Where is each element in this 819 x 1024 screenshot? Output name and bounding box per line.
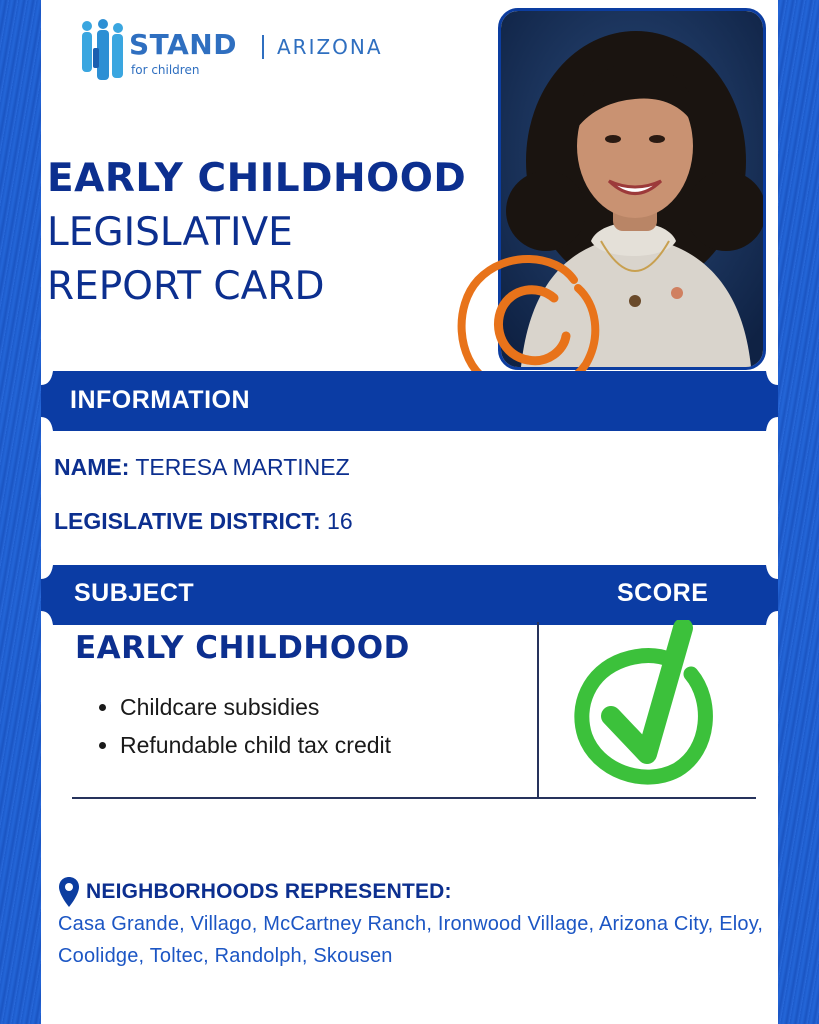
neighborhoods-title: NEIGHBORHOODS REPRESENTED: <box>86 880 452 903</box>
information-banner <box>41 371 778 431</box>
green-checkmark-icon <box>571 620 731 786</box>
logo-brand-text: STAND <box>129 28 237 61</box>
report-card <box>41 0 778 1024</box>
location-pin-icon <box>58 876 80 908</box>
column-divider <box>537 622 539 798</box>
logo-tagline: for children <box>131 63 200 77</box>
page-title-line3: REPORT CARD <box>47 264 325 309</box>
information-label: INFORMATION <box>70 386 251 414</box>
stand-logo <box>79 18 409 84</box>
subject-title: EARLY CHILDHOOD <box>75 630 410 666</box>
neighborhoods-list: Casa Grande, Villago, McCartney Ranch, Ironwood Village, Arizona City, Eloy, Coolidge, Toltec, Randolph, Skousen <box>58 913 764 967</box>
page-title: EARLY CHILDHOOD <box>47 156 467 201</box>
name-value: TERESA MARTINEZ <box>135 454 350 480</box>
district-value: 16 <box>327 508 353 534</box>
name-row <box>54 454 350 481</box>
subject-score-banner <box>41 565 778 625</box>
table-bottom-rule <box>72 797 756 799</box>
name-label: NAME: <box>54 454 130 480</box>
page-title-line2: LEGISLATIVE <box>47 210 293 255</box>
district-label: LEGISLATIVE DISTRICT: <box>54 508 321 534</box>
family-figures-icon <box>79 18 127 84</box>
logo-region: ARIZONA <box>277 35 383 59</box>
logo-divider <box>262 35 264 59</box>
left-border-stripe <box>0 0 41 1024</box>
subject-header: SUBJECT <box>74 579 195 607</box>
district-row <box>54 508 353 535</box>
right-border-stripe <box>778 0 819 1024</box>
list-item: • Childcare subsidies <box>120 688 391 726</box>
score-header: SCORE <box>617 579 709 607</box>
list-item: • Refundable child tax credit <box>120 726 391 764</box>
subject-items-list <box>97 688 391 764</box>
